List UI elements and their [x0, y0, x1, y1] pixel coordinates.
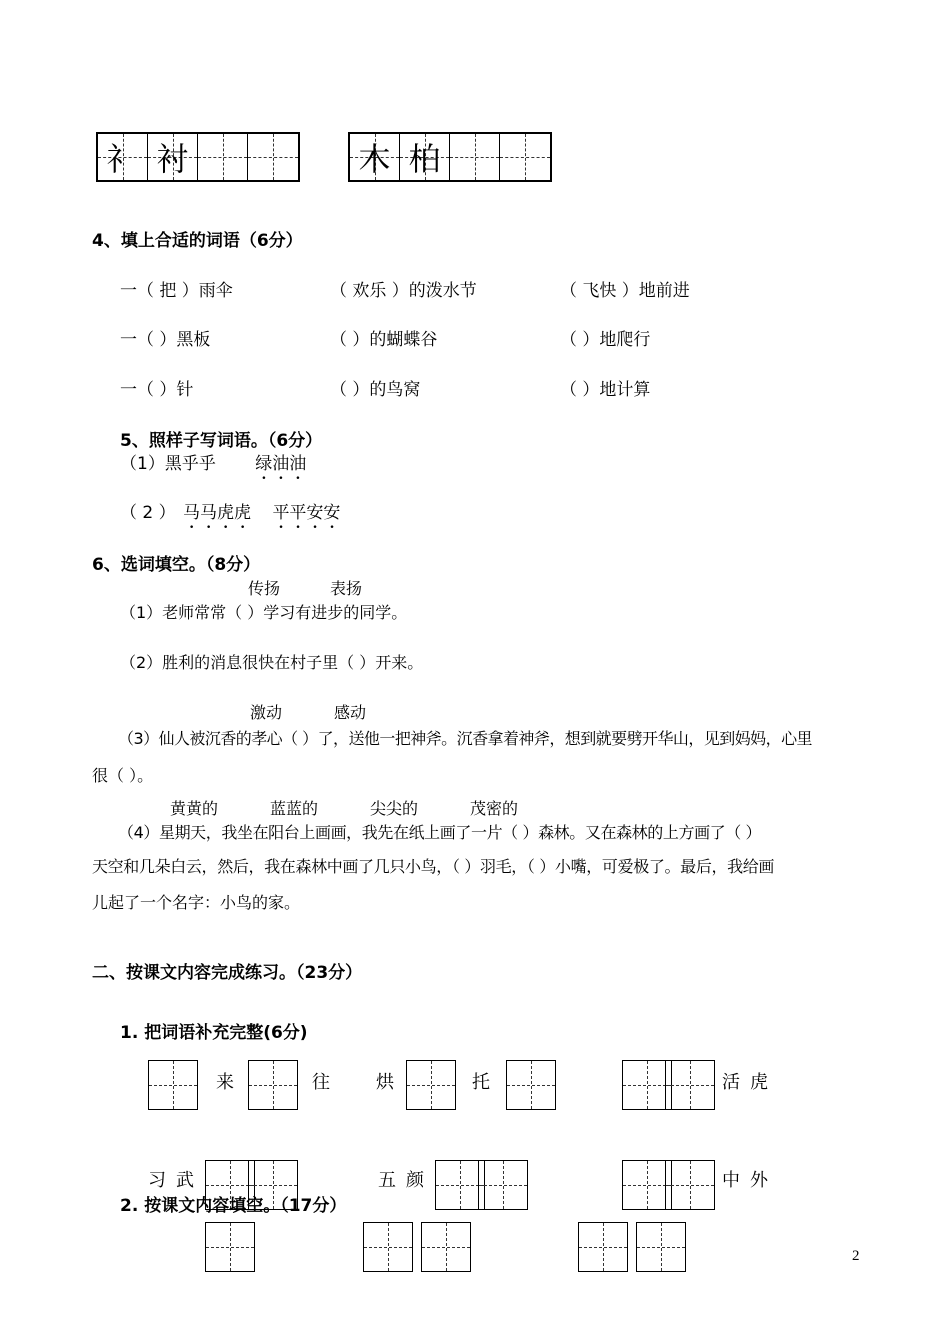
answer-box[interactable]	[248, 1060, 298, 1110]
grid-cell[interactable]	[198, 134, 248, 180]
idiom-char: 托	[472, 1072, 490, 1093]
q5-line2-label: （ 2 ）	[120, 503, 176, 523]
q6-word-option: 传扬	[248, 579, 281, 598]
q6-sentence-3b: 很（ ）。	[92, 766, 154, 785]
page-number: 2	[852, 1248, 860, 1264]
q4-row3-col1: 一（ ）针	[120, 380, 194, 400]
q5-line1-word: 绿油油	[255, 454, 307, 474]
q6-sentence-4b: 天空和几朵白云，然后，我在森林中画了几只小鸟，（ ）羽毛，（ ）小嘴，可爱极了。最后，我给画	[92, 857, 775, 876]
answer-box[interactable]	[636, 1222, 686, 1272]
q4-row2-col3: （ ）地爬行	[560, 330, 651, 350]
part2-q1-title: 1. 把词语补充完整(6分)	[120, 1023, 308, 1043]
answer-box[interactable]	[406, 1060, 456, 1110]
grid-cell: 衬	[148, 134, 198, 180]
q6-word-option: 表扬	[330, 579, 363, 598]
q4-row1-col1: 一（ 把 ）雨伞	[120, 281, 233, 301]
idiom-char: 习	[148, 1170, 166, 1191]
idiom-char: 中	[722, 1170, 740, 1191]
idiom-char: 往	[312, 1072, 330, 1093]
q6-title: 6、选词填空。（8分）	[92, 555, 261, 575]
grid-cell[interactable]	[500, 134, 550, 180]
q6-sentence-3a: （3）仙人被沉香的孝心（ ）了，送他一把神斧。沉香拿着神斧，想到就要劈开华山，见到妈妈，心里	[118, 729, 812, 748]
q5-title: 5、照样子写词语。（6分）	[120, 431, 323, 451]
q6-sentence-2: （2）胜利的消息很快在村子里（ ）开来。	[120, 653, 424, 672]
q5-line2-word1: 马马虎虎	[183, 503, 252, 523]
q4-row2-col1: 一（ ）黑板	[120, 330, 211, 350]
q5-line1	[120, 449, 306, 484]
q6-sentence-4a: （4）星期天，我坐在阳台上画画，我先在纸上画了一片（ ）森林。又在森林的上方画了（ ）	[118, 823, 762, 842]
answer-box[interactable]	[578, 1222, 628, 1272]
answer-box[interactable]	[205, 1222, 255, 1272]
answer-box[interactable]	[506, 1060, 556, 1110]
part2-title: 二、按课文内容完成练习。（23分）	[92, 963, 363, 983]
answer-box[interactable]	[665, 1160, 715, 1210]
q5-line1-label: （1）黑乎乎	[120, 454, 216, 474]
q4-row1-col3: （ 飞快 ）地前进	[560, 281, 690, 301]
answer-box[interactable]	[478, 1160, 528, 1210]
q6-sentence-4c: 儿起了一个名字：小鸟的家。	[92, 893, 301, 912]
answer-box[interactable]	[363, 1222, 413, 1272]
idiom-char: 外	[750, 1170, 768, 1191]
grid-cell: 礻	[98, 134, 148, 180]
q4-row3-col2: （ ）的鸟窝	[330, 380, 421, 400]
idiom-char: 虎	[750, 1072, 768, 1093]
q5-line2-word2: 平平安安	[272, 503, 341, 523]
q6-word-option: 感动	[334, 703, 367, 722]
q4-title: 4、填上合适的词语（6分）	[92, 231, 303, 251]
q6-word-option: 尖尖的	[370, 799, 419, 818]
idiom-char: 活	[722, 1072, 740, 1093]
q4-row1-col2: （ 欢乐 ）的泼水节	[330, 281, 477, 301]
grid-cell[interactable]	[248, 134, 298, 180]
q6-word-option: 蓝蓝的	[270, 799, 319, 818]
q6-word-option: 黄黄的	[170, 799, 219, 818]
q4-row3-col3: （ ）地计算	[560, 380, 651, 400]
answer-box[interactable]	[665, 1060, 715, 1110]
answer-box[interactable]	[148, 1060, 198, 1110]
q6-word-option: 激动	[250, 703, 283, 722]
q5-line2	[120, 498, 340, 533]
part2-q2-title: 2. 按课文内容填空。（17分）	[120, 1196, 347, 1216]
q6-word-option: 茂密的	[470, 799, 519, 818]
grid-cell: 木	[350, 134, 400, 180]
idiom-char: 五	[378, 1170, 396, 1191]
grid-row-chen	[96, 132, 300, 182]
q4-row2-col2: （ ）的蝴蝶谷	[330, 330, 438, 350]
grid-cell: 柏	[400, 134, 450, 180]
grid-row-bai	[348, 132, 552, 182]
idiom-char: 来	[216, 1072, 234, 1093]
idiom-char: 颜	[406, 1170, 424, 1191]
idiom-char: 烘	[376, 1072, 394, 1093]
answer-box[interactable]	[421, 1222, 471, 1272]
q6-sentence-1: （1）老师常常（ ）学习有进步的同学。	[120, 603, 408, 622]
grid-cell[interactable]	[450, 134, 500, 180]
idiom-char: 武	[176, 1170, 194, 1191]
